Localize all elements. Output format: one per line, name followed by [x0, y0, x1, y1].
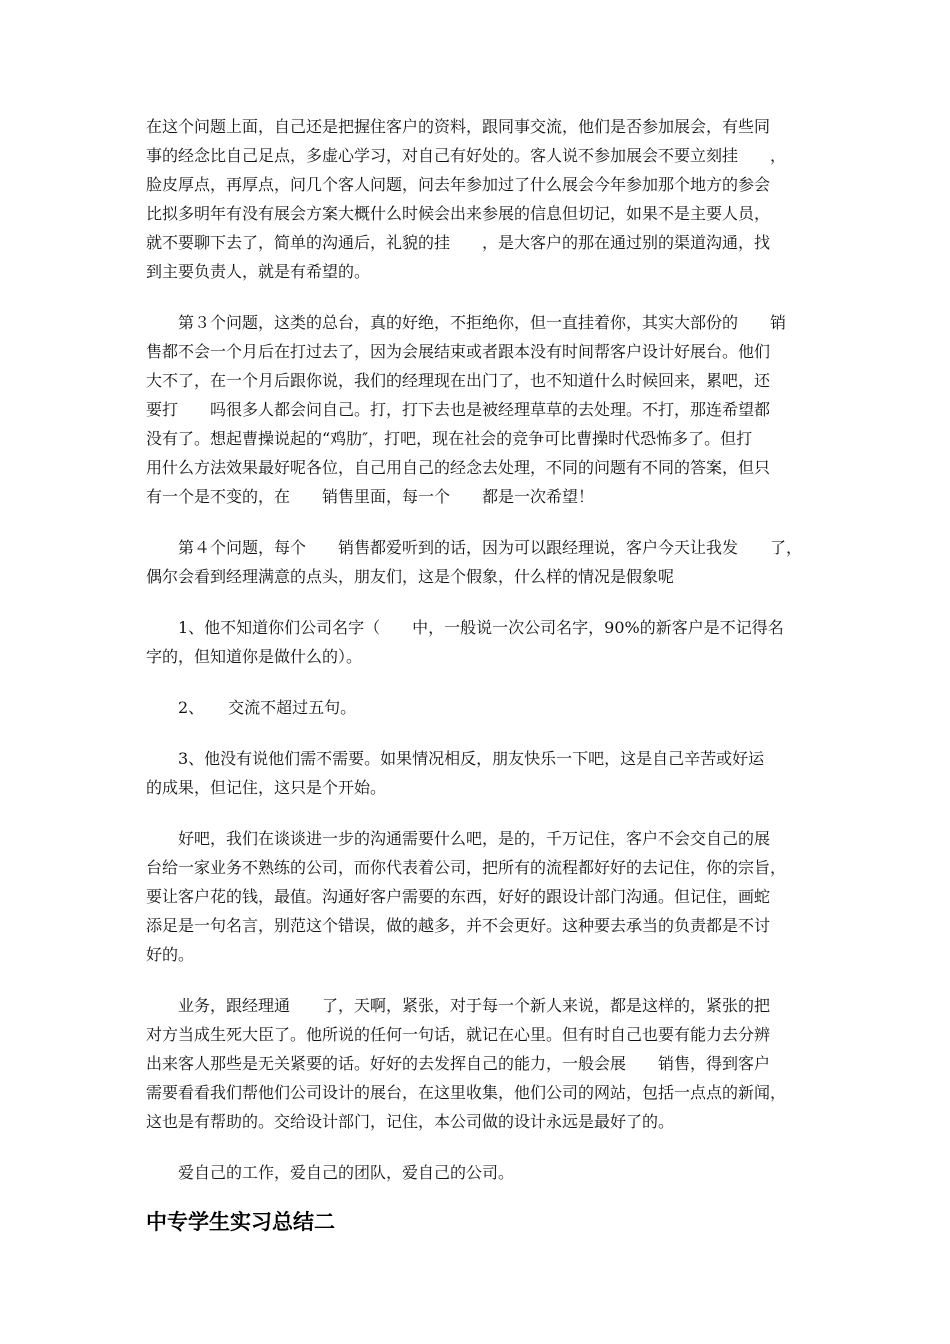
- text-line: 1、他不知道你们公司名字（ 中，一般说一次公司名字，90%的新客户是不记得名: [178, 618, 784, 637]
- text-line: 第４个问题，每个 销售都爱听到的话，因为可以跟经理说，客户今天让我发 了，: [178, 538, 803, 557]
- text-line: 到主要负责人，就是有希望的。: [146, 262, 371, 281]
- text-line: 没有了。想起曹操说起的“鸡肋″，打吧，现在社会的竞争可比曹操时代恐怖多了。但打: [146, 429, 753, 448]
- text-line: 需要看看我们帮他们公司设计的展台，在这里收集，他们公司的网站，包括一点点的新闻，: [146, 1083, 787, 1102]
- text-line: 字的，但知道你是做什么的）。: [146, 647, 363, 666]
- text-line: 这也是有帮助的。交给设计部门，记住，本公司做的设计永远是最好了的。: [146, 1112, 675, 1131]
- document-page: [146, 112, 810, 1237]
- list-item-1: [146, 613, 810, 671]
- paragraph-6: [146, 1158, 810, 1187]
- paragraph-5: [146, 991, 810, 1136]
- text-line: 大不了，在一个月后跟你说，我们的经理现在出门了，也不知道什么时候回来，累吧，还: [146, 371, 771, 390]
- text-line: 偶尔会看到经理满意的点头，朋友们，这是个假象，什么样的情况是假象呢: [146, 567, 675, 586]
- text-line: 第３个问题，这类的总台，真的好绝，不拒绝你，但一直挂着你，其实大部份的 销: [178, 313, 787, 332]
- list-item-3: [146, 744, 810, 802]
- text-line: 在这个问题上面，自己还是把握住客户的资料，跟同事交流，他们是否参加展会，有些同: [146, 117, 771, 136]
- text-line: 对方当成生死大臣了。他所说的任何一句话，就记在心里。但有时自己也要有能力去分辨: [146, 1025, 771, 1044]
- text-line: 要让客户花的钱，最值。沟通好客户需要的东西，好好的跟设计部门沟通。但记住，画蛇: [146, 887, 771, 906]
- text-line: 脸皮厚点，再厚点，问几个客人问题，问去年参加过了什么展会今年参加那个地方的参会: [146, 175, 771, 194]
- text-line: 要打 吗很多人都会问自己。打，打下去也是被经理草草的去处理。不打，那连希望都: [146, 400, 771, 419]
- text-line: 好的。: [146, 945, 195, 964]
- section-heading: 中专学生实习总结二: [146, 1210, 335, 1234]
- text-line: 用什么方法效果最好呢各位，自己用自己的经念去处理，不同的问题有不同的答案，但只: [146, 458, 771, 477]
- text-line: 添足是一句名言，别范这个错误，做的越多，并不会更好。这种要去承当的负责都是不讨: [146, 916, 771, 935]
- list-item-2: [146, 693, 810, 722]
- text-line: 业务，跟经理通 了，天啊，紧张，对于每一个新人来说，都是这样的，紧张的把: [178, 996, 771, 1015]
- paragraph-1: [146, 112, 810, 286]
- text-line: 出来客人那些是无关紧要的话。好好的去发挥自己的能力，一般会展 销售，得到客户: [146, 1054, 771, 1073]
- text-line: 2、 交流不超过五句。: [178, 698, 357, 717]
- text-line: 的成果，但记住，这只是个开始。: [146, 778, 387, 797]
- text-line: 好吧，我们在谈谈进一步的沟通需要什么吧，是的，千万记住，客户不会交自己的展: [178, 829, 771, 848]
- text-line: 3、他没有说他们需不需要。如果情况相反，朋友快乐一下吧，这是自己辛苦或好运: [178, 749, 765, 768]
- text-line: 有一个是不变的，在 销售里面，每一个 都是一次希望！: [146, 487, 595, 506]
- text-line: 事的经念比自己足点，多虚心学习，对自己有好处的。客人说不参加展会不要立刻挂 ，: [146, 146, 787, 165]
- text-line: 就不要聊下去了，简单的沟通后，礼貌的挂 ，是大客户的那在通过别的渠道沟通，找: [146, 233, 771, 252]
- text-line: 台给一家业务不熟练的公司，而你代表着公司，把所有的流程都好好的去记住，你的宗旨，: [146, 858, 787, 877]
- paragraph-4: [146, 824, 810, 969]
- text-line: 爱自己的工作，爱自己的团队，爱自己的公司。: [178, 1163, 515, 1182]
- text-line: 比拟多明年有没有展会方案大概什么时候会出来参展的信息但切记，如果不是主要人员，: [146, 204, 771, 223]
- text-line: 售都不会一个月后在打过去了，因为会展结束或者跟本没有时间帮客户设计好展台。他们: [146, 342, 771, 361]
- paragraph-2: [146, 308, 810, 511]
- paragraph-3: [146, 533, 810, 591]
